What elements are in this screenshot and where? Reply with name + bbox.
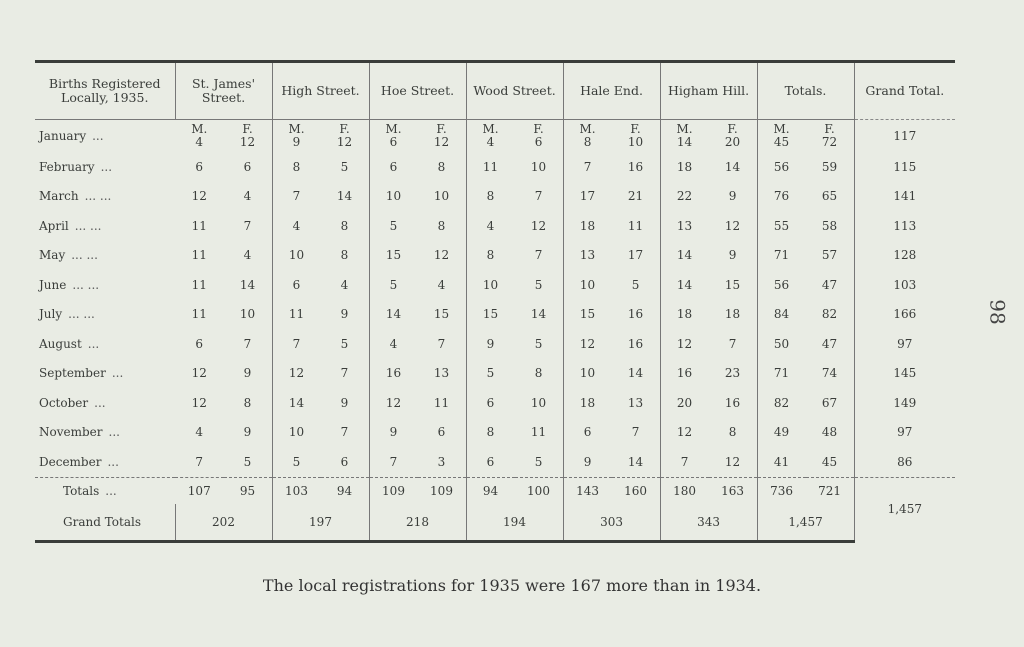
month-label — [35, 329, 175, 359]
value: 4 — [195, 135, 204, 149]
value-cell: 9 — [224, 359, 273, 389]
value-cell: 9 — [486, 336, 495, 351]
value-cell: 7 — [583, 159, 592, 174]
value-cell — [224, 120, 273, 153]
grand-total-cell: 145 — [854, 359, 955, 389]
value-cell: 13 — [676, 218, 693, 233]
value-cell: 7 — [195, 454, 204, 469]
value-cell: 16 — [612, 329, 661, 359]
value-cell: 14 — [676, 277, 693, 292]
header-high-street: High Street. — [272, 62, 369, 120]
value-cell: 9 — [389, 425, 398, 440]
table-row — [35, 270, 955, 300]
value-cell: 4 — [389, 336, 398, 351]
grand-total-cell: 117 — [854, 120, 955, 153]
value-cell: 14 — [224, 270, 273, 300]
value-cell: 47 — [806, 329, 855, 359]
value-cell: 9 — [321, 300, 370, 330]
value-cell — [563, 120, 612, 153]
grand-total-cell: 86 — [854, 447, 955, 477]
value-cell: 8 — [321, 241, 370, 271]
value-cell: 7 — [515, 241, 564, 271]
value-cell — [757, 120, 806, 153]
value: 10 — [627, 135, 644, 149]
totals-value: 163 — [709, 477, 758, 504]
totals-label — [35, 477, 175, 504]
value-cell: 7 — [418, 329, 467, 359]
value-cell: 15 — [709, 270, 758, 300]
leader-dots: ... — [94, 395, 106, 410]
month-name: December — [39, 454, 102, 469]
f-column-label: F. — [824, 122, 835, 136]
value-cell: 71 — [773, 366, 790, 381]
totals-value: 109 — [369, 477, 418, 504]
grand-total-cell: 166 — [854, 300, 955, 330]
value-cell: 12 — [676, 336, 693, 351]
value-cell: 12 — [579, 336, 596, 351]
month-label — [35, 388, 175, 418]
value-cell — [466, 120, 515, 153]
leader-dots: ... — [100, 159, 113, 174]
value-cell: 12 — [191, 189, 207, 204]
grand-totals-value: 197 — [272, 504, 369, 542]
month-name: October — [39, 395, 89, 410]
table-row — [35, 359, 955, 389]
m-column-label: M. — [676, 122, 693, 136]
grand-totals-row — [35, 504, 955, 542]
value-cell: 14 — [288, 395, 305, 410]
value-cell: 4 — [418, 270, 467, 300]
value-cell: 82 — [773, 395, 790, 410]
value: 12 — [433, 135, 450, 149]
value-cell — [369, 120, 418, 153]
totals-value: 143 — [563, 477, 612, 504]
table-body — [35, 120, 955, 542]
value-cell: 8 — [292, 159, 301, 174]
value-cell: 5 — [515, 447, 564, 477]
value-cell: 56 — [773, 277, 790, 292]
value-cell: 3 — [418, 447, 467, 477]
value-cell: 16 — [612, 300, 661, 330]
grand-total-cell: 149 — [854, 388, 955, 418]
month-label — [35, 447, 175, 477]
f-column-label: F. — [533, 122, 544, 136]
value-cell — [806, 120, 855, 153]
value-cell: 7 — [321, 418, 370, 448]
value-cell: 50 — [773, 336, 790, 351]
header-hale-end: Hale End. — [563, 62, 660, 120]
table-row — [35, 182, 955, 212]
f-column-label: F. — [630, 122, 641, 136]
value-cell — [175, 120, 224, 153]
value-cell: 10 — [224, 300, 273, 330]
totals-value: 180 — [660, 477, 709, 504]
value-cell: 15 — [418, 300, 467, 330]
totals-value: 109 — [418, 477, 467, 504]
f-column-label: F. — [242, 122, 253, 136]
month-name: January — [39, 129, 87, 143]
grand-total-cell: 113 — [854, 211, 955, 241]
totals-label-text: Totals — [63, 483, 100, 498]
value-cell: 6 — [195, 159, 204, 174]
value-cell: 11 — [191, 248, 207, 263]
value-cell: 10 — [385, 189, 402, 204]
value-cell: 9 — [321, 388, 370, 418]
value-cell: 82 — [806, 300, 855, 330]
month-label — [35, 241, 175, 271]
value-cell: 11 — [191, 218, 207, 233]
value-cell: 18 — [579, 395, 596, 410]
value-cell: 15 — [482, 307, 499, 322]
value-cell: 12 — [418, 241, 467, 271]
header-first-col: Births Registered Locally, 1935. — [35, 62, 175, 120]
value-cell: 14 — [612, 359, 661, 389]
value-cell: 7 — [292, 189, 301, 204]
totals-value: 107 — [175, 477, 224, 504]
value-cell: 57 — [806, 241, 855, 271]
grand-totals-value: 303 — [563, 504, 660, 542]
table-row — [35, 120, 955, 153]
value-cell: 8 — [418, 211, 467, 241]
month-name: September — [39, 366, 106, 381]
value-cell: 14 — [515, 300, 564, 330]
value-cell: 55 — [773, 218, 790, 233]
value-cell: 4 — [321, 270, 370, 300]
value-cell: 16 — [676, 366, 693, 381]
table-row — [35, 211, 955, 241]
table-row — [35, 447, 955, 477]
grand-totals-value: 1,457 — [757, 504, 854, 542]
value-cell: 59 — [806, 152, 855, 182]
totals-value: 94 — [466, 477, 515, 504]
value-cell: 9 — [709, 182, 758, 212]
value-cell — [709, 120, 758, 153]
leader-dots: ... — [111, 366, 124, 381]
month-name: November — [39, 425, 103, 440]
value-cell: 65 — [806, 182, 855, 212]
value: 20 — [724, 135, 741, 149]
value-cell: 16 — [709, 388, 758, 418]
value-cell — [272, 120, 321, 153]
value-cell: 6 — [389, 159, 398, 174]
value-cell: 8 — [515, 359, 564, 389]
value-cell: 76 — [773, 189, 790, 204]
value-cell: 10 — [515, 152, 564, 182]
grand-totals-value: 343 — [660, 504, 757, 542]
month-label — [35, 182, 175, 212]
value-cell: 12 — [385, 395, 402, 410]
value-cell: 12 — [515, 211, 564, 241]
value: 9 — [292, 135, 301, 149]
value-cell: 8 — [224, 388, 273, 418]
value-cell: 14 — [709, 152, 758, 182]
month-name: August — [39, 336, 82, 351]
grand-total-cell: 97 — [854, 418, 955, 448]
value-cell: 10 — [579, 366, 596, 381]
totals-value: 103 — [272, 477, 321, 504]
value-cell: 45 — [806, 447, 855, 477]
grand-totals-value: 202 — [175, 504, 272, 542]
table-row — [35, 329, 955, 359]
grand-total-cell: 141 — [854, 182, 955, 212]
value-cell: 5 — [292, 454, 301, 469]
value-cell: 16 — [385, 366, 402, 381]
totals-value: 160 — [612, 477, 661, 504]
value-cell: 49 — [773, 425, 790, 440]
value-cell: 15 — [385, 248, 402, 263]
totals-value: 736 — [757, 477, 806, 504]
value-cell: 5 — [515, 329, 564, 359]
value-cell — [612, 120, 661, 153]
value: 72 — [821, 135, 838, 149]
header-totals: Totals. — [757, 62, 854, 120]
value-cell — [418, 120, 467, 153]
value-cell — [515, 120, 564, 153]
value-cell: 14 — [321, 182, 370, 212]
value-cell: 11 — [482, 159, 499, 174]
value: 14 — [676, 135, 693, 149]
month-label — [35, 300, 175, 330]
header-st-james-street: St. James' Street. — [175, 62, 272, 120]
value-cell: 10 — [482, 277, 499, 292]
value-cell: 14 — [385, 307, 402, 322]
value-cell: 12 — [709, 447, 758, 477]
value-cell: 7 — [224, 329, 273, 359]
value-cell: 47 — [806, 270, 855, 300]
value-cell: 4 — [224, 241, 273, 271]
value-cell: 10 — [288, 425, 305, 440]
value-cell: 5 — [486, 366, 495, 381]
value-cell — [321, 120, 370, 153]
value-cell: 13 — [612, 388, 661, 418]
grand-total-cell: 128 — [854, 241, 955, 271]
value-cell: 11 — [612, 211, 661, 241]
totals-row — [35, 477, 955, 504]
month-label — [35, 359, 175, 389]
value-cell: 7 — [515, 182, 564, 212]
value-cell: 9 — [583, 454, 592, 469]
value-cell: 41 — [773, 454, 790, 469]
value-cell: 18 — [579, 218, 596, 233]
value: 12 — [336, 135, 353, 149]
leader-dots: ... ... — [68, 307, 95, 322]
value-cell: 11 — [515, 418, 564, 448]
value-cell: 10 — [579, 277, 596, 292]
value-cell: 4 — [195, 425, 204, 440]
value-cell: 20 — [676, 395, 693, 410]
value-cell: 8 — [709, 418, 758, 448]
table-row — [35, 300, 955, 330]
header-hoe-street: Hoe Street. — [369, 62, 466, 120]
page-number: 98 — [985, 299, 1010, 325]
value-cell: 5 — [321, 152, 370, 182]
value-cell: 8 — [418, 152, 467, 182]
value-cell: 21 — [612, 182, 661, 212]
value-cell: 4 — [486, 218, 495, 233]
table-row — [35, 418, 955, 448]
value-cell: 14 — [676, 248, 693, 263]
value-cell: 8 — [486, 189, 495, 204]
totals-value: 94 — [321, 477, 370, 504]
month-label — [35, 211, 175, 241]
header-higham-hill: Higham Hill. — [660, 62, 757, 120]
value-cell: 14 — [612, 447, 661, 477]
leader-dots: ... ... — [71, 248, 98, 263]
month-label — [35, 270, 175, 300]
m-column-label: M. — [385, 122, 402, 136]
value: 6 — [389, 135, 398, 149]
value-cell: 22 — [676, 189, 693, 204]
m-column-label: M. — [773, 122, 790, 136]
table-header-row — [35, 62, 955, 120]
f-column-label: F. — [727, 122, 738, 136]
f-column-label: F. — [436, 122, 447, 136]
leader-dots: ... — [87, 336, 100, 351]
month-label — [35, 152, 175, 182]
leader-dots: ... ... — [72, 277, 100, 292]
value-cell: 5 — [224, 447, 273, 477]
month-name: June — [39, 277, 67, 292]
value-cell: 6 — [486, 454, 495, 469]
m-column-label: M. — [579, 122, 596, 136]
value-cell: 67 — [806, 388, 855, 418]
totals-value: 95 — [224, 477, 273, 504]
value-cell: 16 — [612, 152, 661, 182]
value-cell: 58 — [806, 211, 855, 241]
value-cell: 5 — [612, 270, 661, 300]
value-cell: 11 — [288, 307, 305, 322]
value-cell: 6 — [583, 425, 592, 440]
value-cell: 18 — [676, 307, 693, 322]
value: 6 — [534, 135, 543, 149]
grand-total-cell: 97 — [854, 329, 955, 359]
value-cell: 6 — [292, 277, 301, 292]
header-grand-total: Grand Total. — [854, 62, 955, 120]
births-table — [35, 60, 955, 543]
value-cell: 7 — [389, 454, 398, 469]
value: 4 — [486, 135, 495, 149]
month-label — [35, 120, 175, 153]
value-cell: 13 — [579, 248, 596, 263]
month-name: February — [39, 159, 95, 174]
m-column-label: M. — [482, 122, 499, 136]
month-name: March — [39, 189, 79, 204]
month-name: July — [39, 307, 63, 322]
month-label — [35, 418, 175, 448]
value-cell: 17 — [579, 189, 596, 204]
births-table-wrapper — [35, 60, 955, 543]
totals-value: 100 — [515, 477, 564, 504]
leader-dots: ... ... — [74, 218, 102, 233]
value-cell: 5 — [389, 218, 398, 233]
value-cell: 12 — [191, 366, 207, 381]
value-cell: 48 — [806, 418, 855, 448]
value-cell: 10 — [418, 182, 467, 212]
leader-dots: ... — [108, 425, 120, 440]
value-cell: 12 — [709, 211, 758, 241]
m-column-label: M. — [191, 122, 208, 136]
value-cell: 6 — [195, 336, 204, 351]
totals-value: 721 — [806, 477, 855, 504]
value-cell: 9 — [709, 241, 758, 271]
value-cell: 8 — [486, 248, 495, 263]
value-cell: 7 — [224, 211, 273, 241]
value-cell: 7 — [680, 454, 689, 469]
value-cell: 11 — [191, 307, 207, 322]
grand-totals-value: 218 — [369, 504, 466, 542]
value-cell: 6 — [224, 152, 273, 182]
value-cell: 23 — [709, 359, 758, 389]
leader-dots: ... — [107, 454, 119, 469]
value: 12 — [239, 135, 256, 149]
value-cell: 84 — [773, 307, 790, 322]
f-column-label: F. — [339, 122, 350, 136]
value-cell: 7 — [292, 336, 301, 351]
value-cell: 4 — [224, 182, 273, 212]
value-cell: 71 — [773, 248, 790, 263]
value-cell: 5 — [321, 329, 370, 359]
value-cell: 6 — [418, 418, 467, 448]
value-cell: 11 — [191, 277, 207, 292]
leader-dots: ... ... — [84, 189, 112, 204]
value: 45 — [773, 135, 790, 149]
value-cell: 13 — [418, 359, 467, 389]
value-cell: 5 — [515, 270, 564, 300]
value: 8 — [583, 135, 592, 149]
leader-dots: ... — [105, 483, 117, 498]
value-cell: 4 — [292, 218, 301, 233]
value-cell — [660, 120, 709, 153]
value-cell: 12 — [288, 366, 305, 381]
value-cell: 7 — [612, 418, 661, 448]
value-cell: 9 — [224, 418, 273, 448]
value-cell: 17 — [612, 241, 661, 271]
grand-totals-value: 194 — [466, 504, 563, 542]
table-row — [35, 152, 955, 182]
leader-dots: ... — [92, 129, 104, 143]
footer-note: The local registrations for 1935 were 167 more than in 1934. — [262, 576, 762, 595]
value-cell: 8 — [486, 425, 495, 440]
grand-total-cell: 103 — [854, 270, 955, 300]
m-column-label: M. — [288, 122, 305, 136]
value-cell: 15 — [579, 307, 596, 322]
value-cell: 7 — [709, 329, 758, 359]
value-cell: 10 — [515, 388, 564, 418]
value-cell: 11 — [418, 388, 467, 418]
value-cell: 18 — [709, 300, 758, 330]
grand-total-cell: 115 — [854, 152, 955, 182]
grand-totals-label: Grand Totals — [35, 504, 175, 542]
month-name: April — [39, 218, 69, 233]
value-cell: 8 — [321, 211, 370, 241]
value-cell: 12 — [191, 395, 207, 410]
table-row — [35, 241, 955, 271]
value-cell: 6 — [321, 447, 370, 477]
value-cell: 12 — [676, 425, 693, 440]
value-cell: 6 — [486, 395, 495, 410]
value-cell: 5 — [389, 277, 398, 292]
value-cell: 18 — [676, 159, 693, 174]
value-cell: 10 — [288, 248, 305, 263]
header-wood-street: Wood Street. — [466, 62, 563, 120]
value-cell: 7 — [321, 359, 370, 389]
value-cell: 56 — [773, 159, 790, 174]
value-cell: 74 — [806, 359, 855, 389]
overall-grand-total: 1,457 — [854, 477, 955, 541]
table-row — [35, 388, 955, 418]
month-name: May — [39, 248, 66, 263]
